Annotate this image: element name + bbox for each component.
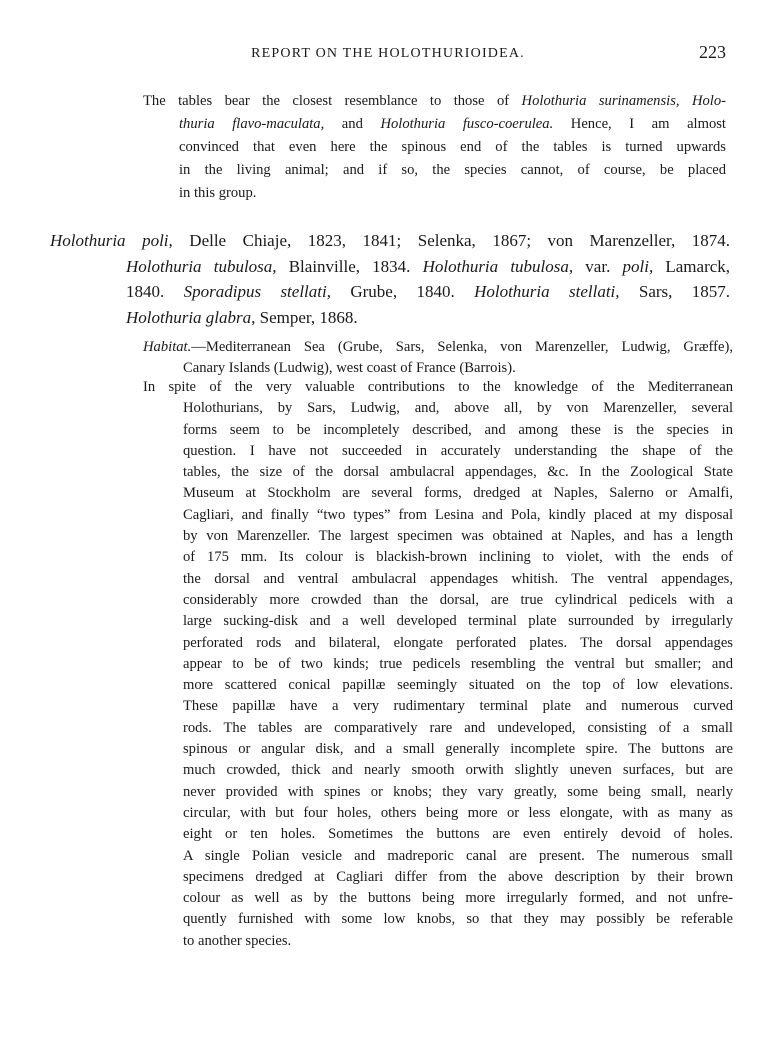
intro-line <box>143 136 726 159</box>
italic-text: Holothuria tubulosa, <box>422 256 574 276</box>
intro-line <box>143 113 726 136</box>
body-line: In spite of the very valuable contributions to the knowledge of the Mediterranean <box>143 379 733 395</box>
intro-line <box>143 90 726 113</box>
intro-line <box>143 159 726 182</box>
body-line: to another species. <box>183 932 292 949</box>
text-run: Delle Chiaje, 1823, 1841; Selenka, 1867; von Marenzeller, 1874. <box>172 231 730 250</box>
italic-text: thuria flavo-maculata, <box>179 116 325 132</box>
text-run: and <box>324 116 381 132</box>
body-line: the dorsal and ventral ambulacral appendages whitish. The ventral appendages, <box>183 570 733 587</box>
text-run: convinced that even here the spinous end of the tables is turned upwards <box>179 139 726 155</box>
intro-line <box>143 182 726 205</box>
body-line: forms seem to be incompletely described, and among these is the species in <box>183 421 733 438</box>
body-line: considerably more crowded than the dorsal, are true cylindrical pedicels with a <box>183 591 733 608</box>
italic-text: Holothuria fusco-coerulea. <box>380 116 554 132</box>
habitat-paragraph <box>143 337 733 379</box>
italic-text: poli, <box>622 256 654 276</box>
body-line: Cagliari, and finally “two types” from Lesina and Pola, kindly placed at my disposal <box>183 506 733 523</box>
body-line: Holothurians, by Sars, Ludwig, and, above all, by von Marenzeller, several <box>183 400 733 417</box>
description-paragraph <box>143 377 733 952</box>
body-line: appear to be of two kinds; true pedicels resembling the ventral but smaller; and <box>183 655 733 672</box>
body-line: A single Polian vesicle and madreporic canal are present. The numerous small <box>183 847 733 864</box>
italic-text: Habitat. <box>143 339 192 355</box>
body-line: quently furnished with some low knobs, so that they may possibly be referable <box>183 911 733 928</box>
body-line: eight or ten holes. Sometimes the buttons are even entirely devoid of holes. <box>183 826 733 843</box>
synonymy-line <box>50 305 730 331</box>
synonymy-line <box>50 279 730 305</box>
body-line: spinous or angular disk, and a small generally incomplete spire. The buttons are <box>183 741 733 758</box>
text-run: The tables bear the closest resemblance to those of <box>143 93 522 109</box>
body-line: by von Marenzeller. The largest specimen was obtained at Naples, and has a length <box>183 528 733 545</box>
synonymy-line <box>50 228 730 254</box>
text-run: Lamarck, <box>653 256 731 276</box>
italic-text: Sporadipus stellati, <box>183 282 331 301</box>
body-line: circular, with but four holes, others being more or less elongate, with as many as <box>183 804 733 821</box>
text-run: Canary Islands (Ludwig), west coast of France (Barrois). <box>183 360 516 376</box>
text-run: 1840. <box>126 282 184 301</box>
italic-text: Holothuria tubulosa, <box>126 256 277 276</box>
habitat-line <box>143 358 733 379</box>
text-run: Blainville, 1834. <box>276 256 423 276</box>
text-run: in this group. <box>179 185 257 201</box>
body-line: never provided with spines or knobs; they vary greatly, some being small, nearly <box>183 783 733 800</box>
running-title: REPORT ON THE HOLOTHURIOIDEA. <box>251 46 525 61</box>
body-line: specimens dredged at Cagliari differ from the above description by their brown <box>183 868 733 885</box>
italic-text: Holothuria surinamensis, Holo- <box>521 93 727 109</box>
italic-text: Holothuria poli, <box>50 231 173 250</box>
text-run: Hence, I am almost <box>553 116 726 132</box>
synonymy-line <box>50 254 730 280</box>
body-line: tables, the size of the dorsal ambulacral appendages, &c. In the Zoological State <box>183 464 733 481</box>
italic-text: Holothuria stellati, <box>474 282 620 301</box>
body-line: large sucking-disk and a well developed terminal plate surrounded by irregularly <box>183 613 733 630</box>
text-run: —Mediterranean Sea (Grube, Sars, Selenka, von Marenzeller, Ludwig, Græffe), <box>191 339 733 355</box>
body-line: much crowded, thick and nearly smooth orwith slightly uneven surfaces, but are <box>183 762 733 779</box>
text-run: Semper, 1868. <box>255 307 358 327</box>
body-line: question. I have not succeeded in accurately understanding the shape of the <box>183 442 733 459</box>
text-run: Sars, 1857. <box>619 282 731 301</box>
body-line: Museum at Stockholm are several forms, dredged at Naples, Salerno or Amalfi, <box>183 485 733 502</box>
text-run: in the living animal; and if so, the species cannot, of course, be placed <box>179 162 726 178</box>
body-line: more scattered conical papillæ seemingly situated on the top of low elevations. <box>183 677 733 694</box>
habitat-line <box>143 337 733 358</box>
body-line: perforated rods and bilateral, elongate perforated plates. The dorsal appendages <box>183 634 733 651</box>
italic-text: Holothuria glabra, <box>126 307 256 327</box>
text-run: var. <box>573 256 623 276</box>
species-synonymy <box>50 228 730 330</box>
text-run: Grube, 1840. <box>330 282 475 301</box>
body-line: colour as well as by the buttons being more irregularly formed, and not unfre- <box>183 890 733 907</box>
body-line: of 175 mm. Its colour is blackish-brown inclining to violet, with the ends of <box>183 549 733 566</box>
intro-paragraph <box>143 90 726 205</box>
body-line: rods. The tables are comparatively rare and undeveloped, consisting of a small <box>183 719 733 736</box>
body-line: These papillæ have a very rudimentary terminal plate and numerous curved <box>183 698 733 715</box>
page-number: 223 <box>699 42 726 62</box>
